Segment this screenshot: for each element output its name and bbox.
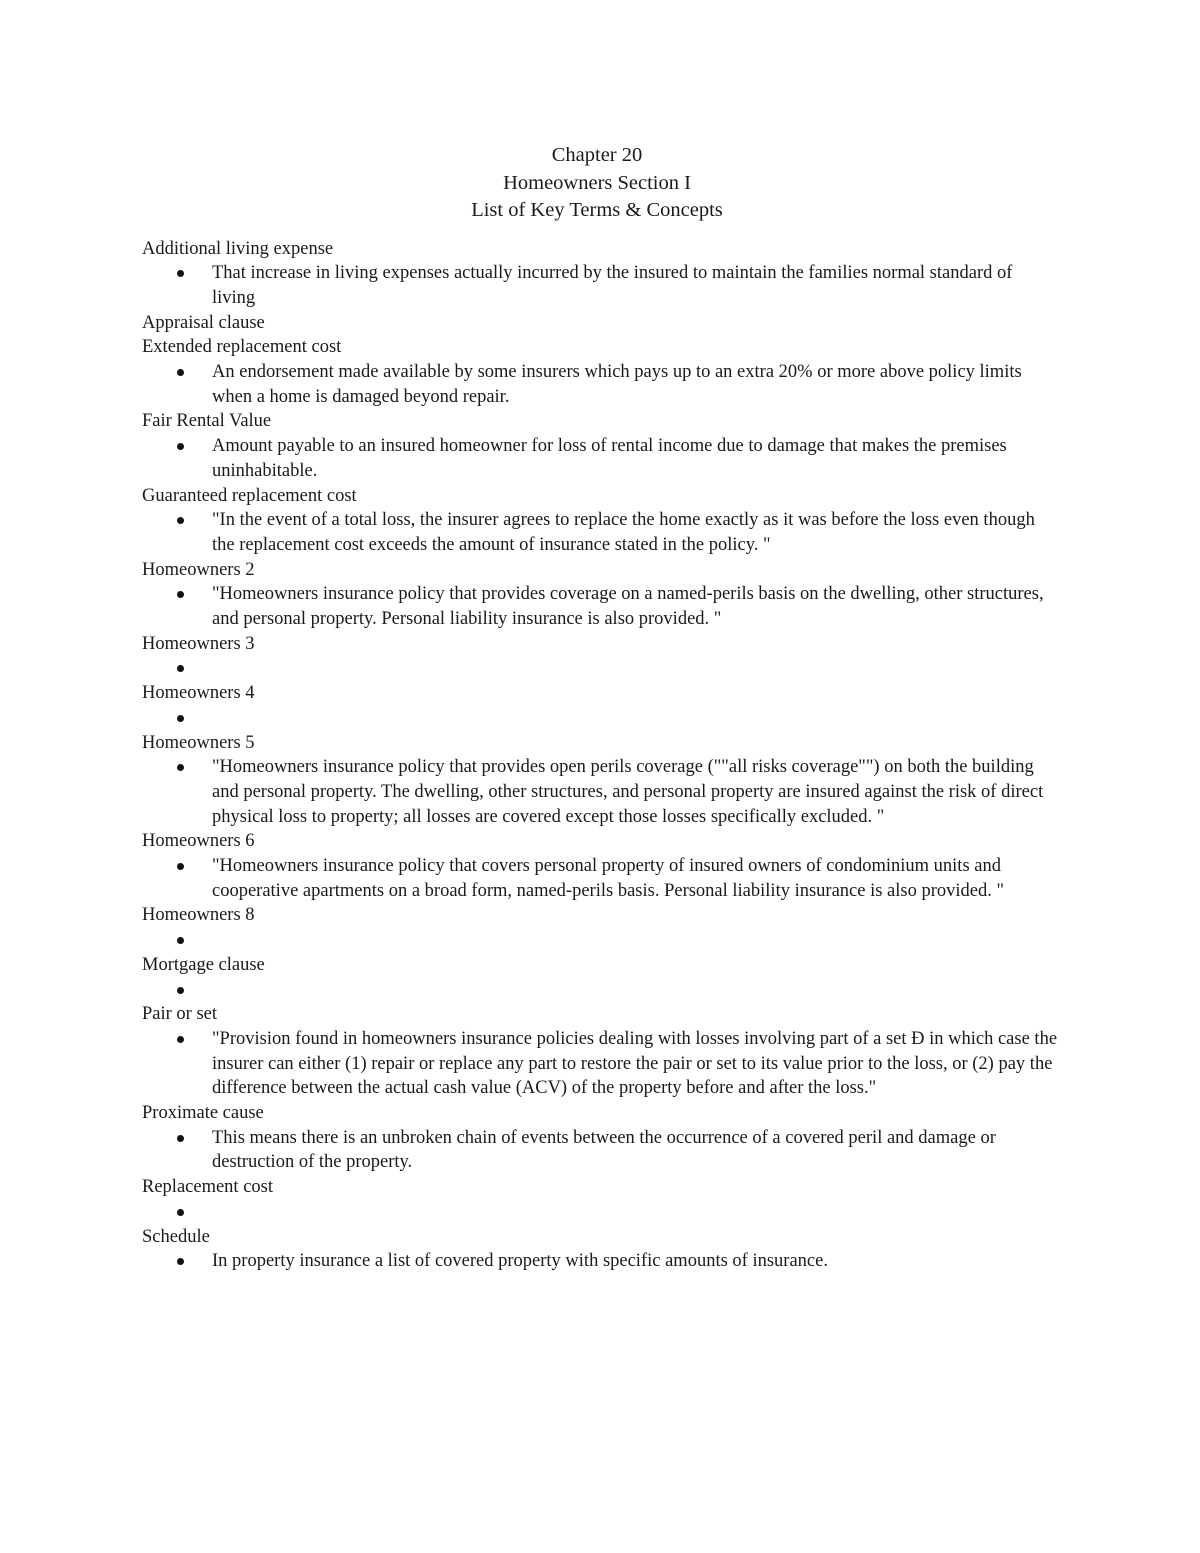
term-name: Fair Rental Value (142, 411, 272, 432)
term-entry (142, 1101, 1062, 1175)
term-entry (142, 335, 1062, 409)
term-entry (142, 731, 1062, 830)
definition-list (142, 706, 1062, 731)
term-name: Homeowners 3 (142, 633, 255, 654)
definition-list (142, 978, 1062, 1003)
definition-text: "Provision found in homeowners insurance policies dealing with losses involving part of a set Ð in which case the insurer can either (1) repair or replace any part to restore the pair or set to its value prior to the loss, or (2) pay the difference between the actual cash value (ACV) of the property before and after the loss." (212, 1028, 1058, 1099)
term-name: Proximate cause (142, 1103, 264, 1124)
definition-text: An endorsement made available by some insurers which pays up to an extra 20% or more above policy limits when a home is damaged beyond repair. (212, 362, 1022, 407)
definition-item (142, 508, 1062, 557)
bullet-icon (177, 591, 184, 598)
term-entry (142, 237, 1062, 311)
term-entry (142, 953, 1062, 1002)
definition-text: "In the event of a total loss, the insurer agrees to replace the home exactly as it was before the loss even though the replacement cost exceeds the amount of insurance stated in the policy. " (212, 510, 1035, 555)
key-terms-list (142, 237, 1062, 1274)
definition-item (142, 1126, 1062, 1175)
definition-item (142, 360, 1062, 409)
definition-list (142, 508, 1062, 557)
bullet-icon (177, 369, 184, 376)
definition-item (142, 928, 1062, 953)
bullet-icon (177, 665, 184, 672)
definition-item (142, 1027, 1062, 1101)
definition-list (142, 582, 1062, 631)
term-name: Extended replacement cost (142, 337, 342, 358)
bullet-icon (177, 443, 184, 450)
bullet-icon (177, 715, 184, 722)
term-name: Pair or set (142, 1004, 218, 1025)
term-name: Homeowners 8 (142, 905, 255, 926)
definition-list (142, 1249, 1062, 1274)
definition-list (142, 1027, 1062, 1101)
definition-text: This means there is an unbroken chain of events between the occurrence of a covered peril and damage or destruction of the property. (212, 1127, 996, 1173)
definition-list (142, 1126, 1062, 1175)
term-entry (142, 311, 1062, 336)
list-title: List of Key Terms & Concepts (471, 199, 723, 221)
bullet-icon (177, 863, 184, 870)
term-entry (142, 558, 1062, 632)
term-entry (142, 903, 1062, 952)
term-name: Guaranteed replacement cost (142, 485, 357, 506)
definition-item (142, 854, 1062, 903)
definition-text: Amount payable to an insured homeowner for loss of rental income due to damage that makes the premises uninhabitable. (212, 436, 1007, 481)
section-title: Homeowners Section I (503, 171, 691, 194)
term-entry (142, 829, 1062, 903)
term-entry (142, 1225, 1062, 1274)
term-entry (142, 1175, 1062, 1224)
definition-list (142, 261, 1062, 310)
definition-list (142, 656, 1062, 681)
bullet-icon (177, 1258, 184, 1265)
bullet-icon (177, 1209, 184, 1216)
definition-list (142, 434, 1062, 483)
term-name: Mortgage clause (142, 954, 265, 975)
definition-text: "Homeowners insurance policy that covers personal property of insured owners of condominium units and cooperative apartments on a broad form, named-perils basis. Personal liability insurance is also provided. " (212, 856, 1005, 901)
document-title (132, 142, 1062, 225)
definition-text: "Homeowners insurance policy that provides open perils coverage (""all risks coverage"") on both the building and personal property. The dwelling, other structures, and personal property are insured against the risk of direct physical loss to property; all losses are covered except those losses specifically excluded. " (212, 757, 1044, 827)
term-entry (142, 1002, 1062, 1101)
term-entry (142, 484, 1062, 558)
document-page (142, 142, 1062, 1274)
chapter-title: Chapter 20 (551, 144, 643, 166)
definition-item (142, 1249, 1062, 1274)
term-name: Additional living expense (142, 238, 334, 259)
definition-list (142, 755, 1062, 829)
term-name: Homeowners 4 (142, 683, 255, 704)
bullet-icon (177, 987, 184, 994)
definition-list (142, 928, 1062, 953)
bullet-icon (177, 764, 184, 771)
term-name: Appraisal clause (142, 312, 265, 333)
bullet-icon (177, 1135, 184, 1142)
definition-list (142, 360, 1062, 409)
bullet-icon (177, 517, 184, 524)
term-entry (142, 632, 1062, 681)
bullet-icon (177, 270, 184, 277)
definition-item (142, 706, 1062, 731)
definition-item (142, 755, 1062, 829)
definition-list (142, 854, 1062, 903)
definition-item (142, 582, 1062, 631)
definition-item (142, 261, 1062, 310)
definition-item (142, 1200, 1062, 1225)
term-name: Homeowners 6 (142, 831, 255, 852)
term-entry (142, 681, 1062, 730)
term-name: Homeowners 5 (142, 732, 255, 753)
definition-item (142, 434, 1062, 483)
definition-list (142, 1200, 1062, 1225)
definition-text: In property insurance a list of covered property with specific amounts of insurance. (212, 1251, 828, 1272)
term-name: Schedule (142, 1226, 210, 1247)
definition-item (142, 656, 1062, 681)
term-name: Homeowners 2 (142, 559, 255, 580)
bullet-icon (177, 1036, 184, 1043)
definition-item (142, 978, 1062, 1003)
term-entry (142, 409, 1062, 483)
bullet-icon (177, 937, 184, 944)
definition-text: "Homeowners insurance policy that provides coverage on a named-perils basis on the dwelling, other structures, and personal property. Personal liability insurance is also provided. " (212, 584, 1044, 630)
term-name: Replacement cost (142, 1177, 273, 1198)
definition-text: That increase in living expenses actually incurred by the insured to maintain the families normal standard of living (212, 263, 1013, 308)
